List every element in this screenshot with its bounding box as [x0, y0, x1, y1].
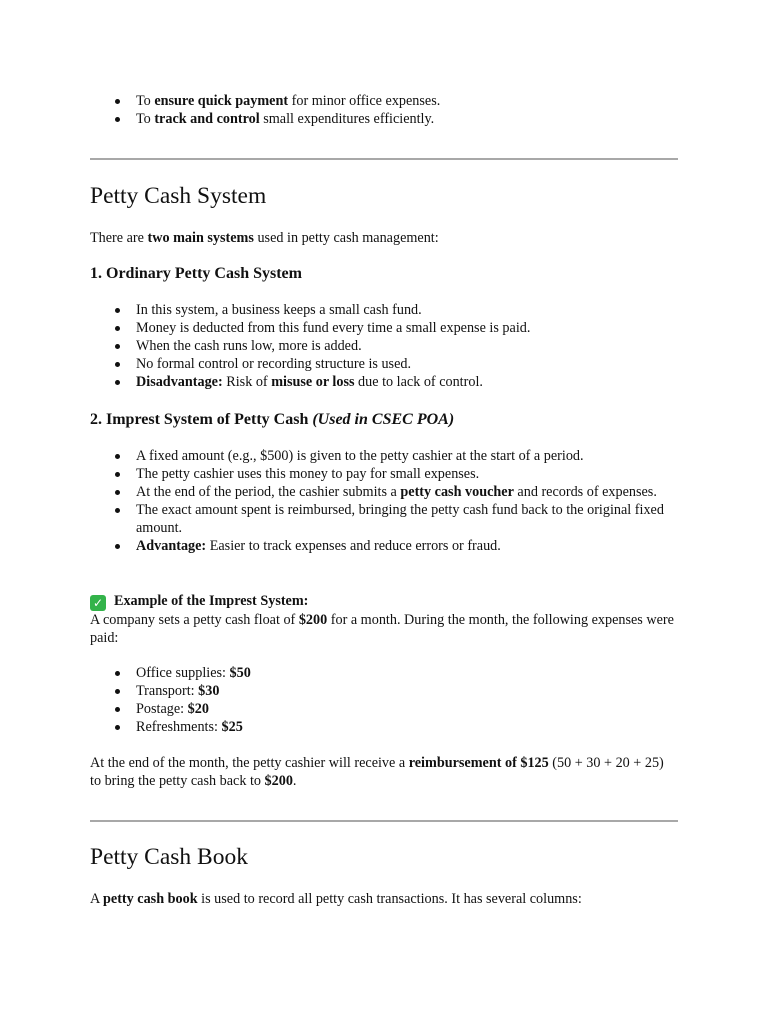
text: To: [136, 111, 155, 127]
text: small expenditures efficiently.: [259, 111, 435, 127]
list-item: [90, 718, 678, 736]
text: Risk of: [222, 374, 272, 390]
list-item: When the cash runs low, more is added.: [90, 337, 678, 355]
list-item: [90, 110, 678, 128]
section-heading-petty-cash-system: Petty Cash System: [90, 183, 267, 209]
ordinary-system-list: [90, 301, 678, 391]
text: To: [136, 93, 155, 109]
text: There are: [90, 230, 148, 246]
subheading-imprest-system: [90, 410, 678, 430]
example-conclusion: [90, 754, 678, 790]
bold-text: $200: [298, 612, 328, 628]
list-item: In this system, a business keeps a small cash fund.: [90, 301, 678, 319]
list-item: The exact amount spent is reimbursed, bringing the petty cash fund back to the original fixed amount.: [90, 501, 678, 537]
text: At the end of the month, the petty cashier will receive a: [90, 755, 409, 771]
list-item: A fixed amount (e.g., $500) is given to the petty cashier at the start of a period.: [90, 447, 678, 465]
expense-list: [90, 664, 678, 736]
text: 2. Imprest System of Petty Cash: [90, 411, 313, 428]
text: Easier to track expenses and reduce errors or fraud.: [206, 538, 501, 554]
expense-label: Transport:: [136, 683, 199, 699]
bold-text: Advantage:: [136, 538, 207, 554]
bold-text: ensure quick payment: [154, 93, 289, 109]
text: .: [292, 773, 297, 789]
book-intro: [90, 890, 678, 908]
text: (50 + 30 + 20 + 25) to bring the petty cash back to: [90, 755, 664, 789]
expense-amount: $20: [187, 701, 209, 717]
section-divider: [90, 158, 678, 160]
expense-label: Office supplies:: [136, 665, 230, 681]
text: due to lack of control.: [354, 374, 483, 390]
example-title: Example of the Imprest System:: [114, 593, 309, 609]
check-mark-icon: ✓: [90, 595, 106, 611]
bold-text: $200: [264, 773, 293, 789]
bold-text: track and control: [154, 111, 260, 127]
italic-text: (Used in CSEC POA): [312, 411, 455, 428]
list-item: No formal control or recording structure is used.: [90, 355, 678, 373]
list-item: [90, 682, 678, 700]
imprest-system-list: [90, 447, 678, 555]
text: for minor office expenses.: [288, 93, 441, 109]
bold-text: petty cash voucher: [400, 484, 514, 500]
bold-text: petty cash book: [103, 891, 198, 907]
list-item: Money is deducted from this fund every time a small expense is paid.: [90, 319, 678, 337]
expense-amount: $25: [221, 719, 243, 735]
text: and records of expenses.: [513, 484, 657, 500]
list-item: [90, 92, 678, 110]
purpose-list: [90, 92, 678, 128]
text: A: [90, 891, 104, 907]
list-item: [90, 483, 678, 501]
expense-label: Postage:: [136, 701, 188, 717]
expense-amount: $30: [198, 683, 220, 699]
text: At the end of the period, the cashier submits a: [136, 484, 401, 500]
bold-text: misuse or loss: [271, 374, 355, 390]
text: is used to record all petty cash transactions. It has several columns:: [197, 891, 582, 907]
text: for a month. During the month, the following expenses were paid:: [90, 612, 674, 646]
list-item-advantage: [90, 537, 678, 555]
section-divider: [90, 820, 678, 822]
bold-text: Disadvantage:: [136, 374, 223, 390]
list-item-disadvantage: [90, 373, 678, 391]
list-item: [90, 664, 678, 682]
list-item: [90, 700, 678, 718]
section-heading-petty-cash-book: Petty Cash Book: [90, 844, 248, 870]
subheading-ordinary-system: 1. Ordinary Petty Cash System: [90, 265, 302, 282]
bold-text: reimbursement of $125: [408, 755, 549, 771]
bold-text: two main systems: [147, 230, 254, 246]
systems-intro: [90, 229, 678, 247]
text: A company sets a petty cash float of: [90, 612, 299, 628]
text: used in petty cash management:: [253, 230, 439, 246]
example-block: [90, 592, 678, 647]
expense-label: Refreshments:: [136, 719, 222, 735]
expense-amount: $50: [229, 665, 251, 681]
list-item: The petty cashier uses this money to pay for small expenses.: [90, 465, 678, 483]
